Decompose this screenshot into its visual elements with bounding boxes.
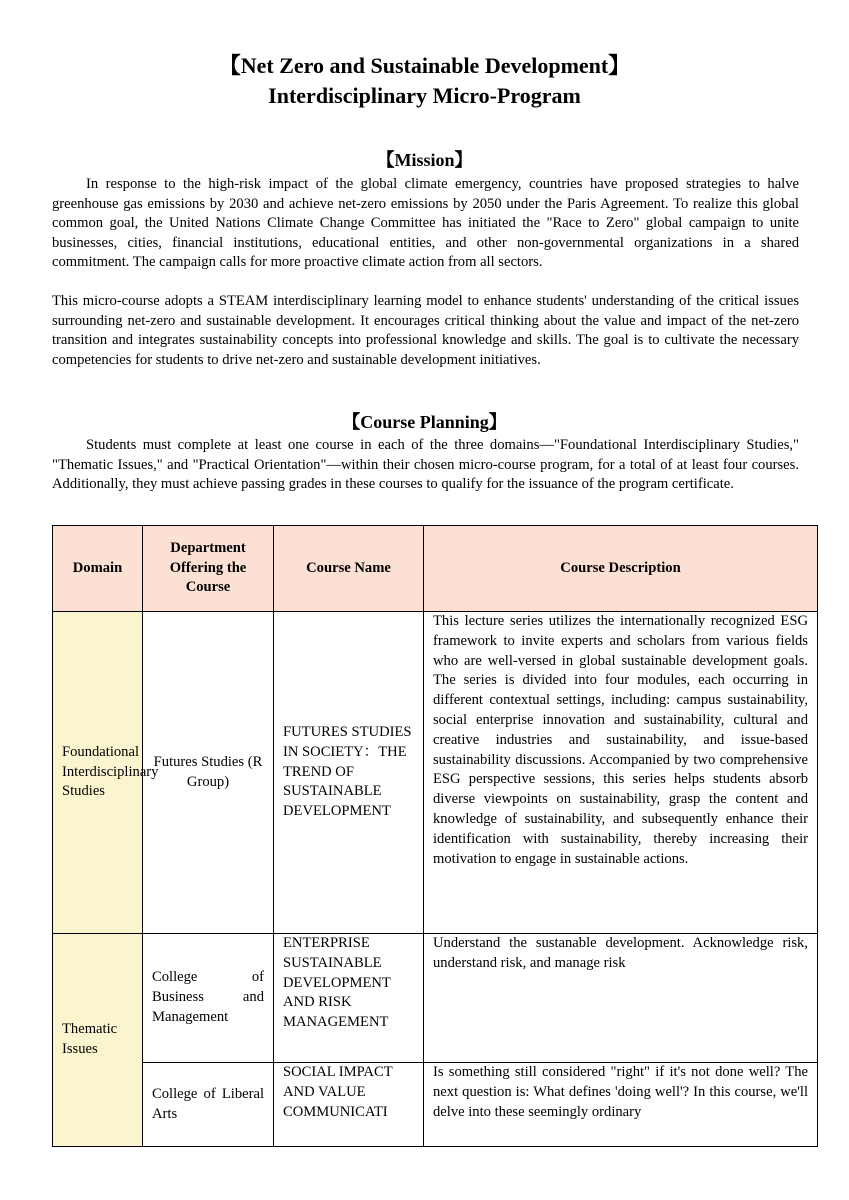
- course-planning-paragraph: Students must complete at least one course in each of the three domains—"Foundational Interdisciplinary Studies," "Thematic Issues," and "Practical Orientation"—within their chosen micro-course program, for a total of at least four courses. Additionally, they must achieve passing grades in these courses to qualify for the issuance of the program certificate.: [52, 437, 799, 492]
- table-row: [53, 934, 818, 1063]
- course-description-cell: Is something still considered "right" if it's not done well? The next question is: What defines 'doing well'? In this course, we'll delve into these seemingly ordinary: [424, 1063, 818, 1147]
- department-cell: Futures Studies (R Group): [143, 612, 274, 934]
- course-planning-heading: 【Course Planning】: [342, 412, 507, 432]
- course-table: [52, 525, 818, 1147]
- mission-heading: 【Mission】: [376, 150, 473, 170]
- table-row: [53, 1063, 818, 1147]
- header-course-description: Course Description: [424, 526, 818, 612]
- course-name-cell: ENTERPRISE SUSTAINABLE DEVELOPMENT AND RISK MANAGEMENT: [274, 934, 424, 1063]
- domain-cell: Foundational Interdisciplinary Studies: [53, 612, 143, 934]
- mission-paragraph-2: This micro-course adopts a STEAM interdisciplinary learning model to enhance students' understanding of the critical issues surrounding net-zero and sustainable development. It encourages critical thinking about the value and impact of the net-zero transition and integrates sustainability concepts into professional knowledge and skills. The goal is to cultivate the necessary competencies for students to drive net-zero and sustainable development initiatives.: [52, 293, 799, 368]
- table-row: [53, 612, 818, 934]
- mission-paragraph-1: In response to the high-risk impact of the global climate emergency, countries have proposed strategies to halve greenhouse gas emissions by 2030 and achieve net-zero emissions by 2050 under the Paris Agreement. To realize this global common goal, the United Nations Climate Change Committee has initiated the "Race to Zero" global campaign to unite businesses, cities, financial institutions, educational entities, and other non-governmental organizations in a shared commitment. The campaign calls for more proactive climate action from all sectors.: [52, 176, 799, 270]
- program-title-line2: Interdisciplinary Micro-Program: [268, 83, 581, 108]
- table-header-row: [53, 526, 818, 612]
- program-title-line1: 【Net Zero and Sustainable Development】: [218, 53, 631, 78]
- department-cell: College of Liberal Arts: [143, 1063, 274, 1147]
- course-name-cell: FUTURES STUDIES IN SOCIETY：THE TREND OF SUSTAINABLE DEVELOPMENT: [274, 612, 424, 934]
- header-domain: Domain: [53, 526, 143, 612]
- course-description-cell: Understand the sustanable development. Acknowledge risk, understand risk, and manage risk: [424, 934, 818, 1063]
- course-description-cell: This lecture series utilizes the internationally recognized ESG framework to invite experts and scholars from various fields who are well-versed in global sustainable development goals. The series is divided into four modules, each occurring in different contextual settings, including: campus sustainability, social enterprise innovation and sustainability, cultural and creative industries and sustainability, and issue-based sustainability discussions. Accompanied by two comprehensive ESG perspective sessions, this series helps students absorb diverse viewpoints on sustainability, grasp the content and knowledge of sustainability, and subsequently enhance their identification with sustainability, thereby increasing their motivation to engage in sustainable actions.: [424, 612, 818, 934]
- department-cell: College of Business and Management: [143, 934, 274, 1063]
- header-department: Department Offering the Course: [143, 526, 274, 612]
- course-name-cell: SOCIAL IMPACT AND VALUE COMMUNICATI: [274, 1063, 424, 1147]
- header-course-name: Course Name: [274, 526, 424, 612]
- domain-cell: Thematic Issues: [53, 934, 143, 1147]
